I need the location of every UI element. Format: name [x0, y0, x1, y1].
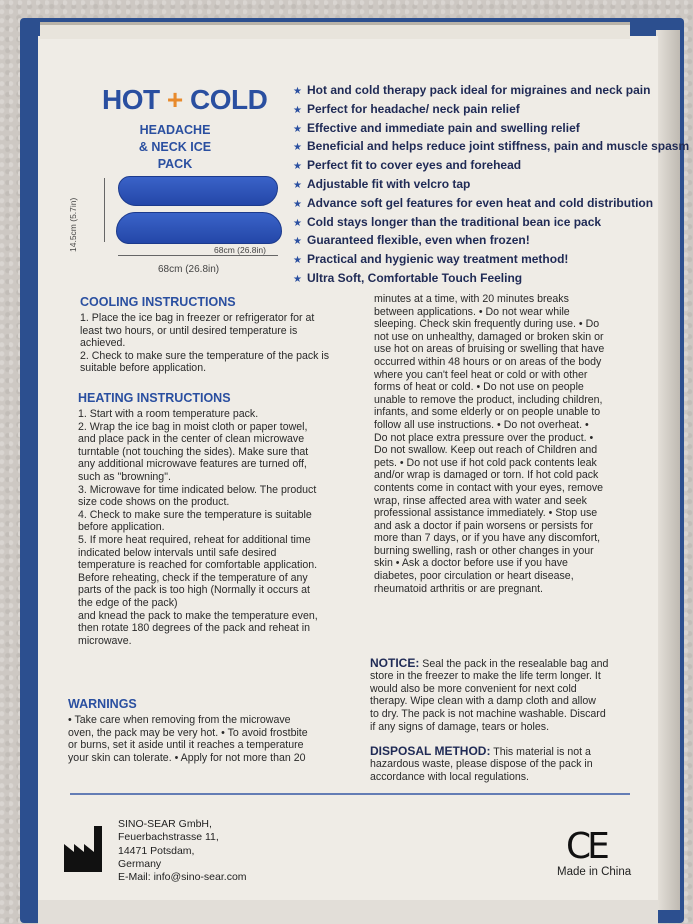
warnings-heading: WARNINGS [68, 697, 137, 711]
ice-pack-image-top [118, 176, 278, 206]
feature-item [293, 138, 690, 157]
feature-text: Practical and hygienic way treatment method! [307, 252, 569, 267]
star-icon: ★ [293, 142, 302, 154]
star-icon: ★ [293, 123, 302, 135]
feature-item [293, 82, 653, 101]
box-bottom-flap [38, 900, 658, 924]
feature-text: Adjustable fit with velcro tap [307, 176, 471, 191]
star-icon: ★ [293, 86, 302, 97]
feature-text: Guaranteed flexible, even when frozen! [307, 233, 530, 248]
made-in-label: Made in China [557, 866, 632, 878]
cooling-heading: COOLING INSTRUCTIONS [80, 295, 236, 309]
title-hot: HOT [102, 84, 160, 115]
feature-text: Cold stays longer than the traditional bean ice pack [307, 214, 602, 229]
feature-text: Perfect for headache/ neck pain relief [307, 101, 520, 116]
subtitle-line1: HEADACHE [139, 123, 211, 137]
feature-item [293, 120, 653, 139]
ice-pack-image-bottom [116, 212, 282, 244]
height-dimension-line [104, 178, 105, 242]
outer-width-label: 68cm (26.8in) [158, 264, 220, 275]
star-icon: ★ [293, 236, 302, 248]
warnings-continued-text: minutes at a time, with 20 minutes breaks between applications. • Do not wear while sleeping. Check skin frequently during use. • Do not use on unhealthy, damaged or broken skin or use hot on areas of bruising or swelling that have occurred within 48 hours or on areas of the body where you can't feel heat or cold or with other forms of heat or cold. • Do not use on people unable to remove the product, including children, infants, and some elderly or on people unable to follow all use instructions. • Do not overheat. • Do not place extra pressure over the product. • Do not swallow. Keep out reach of Children and pets. • Do not use if hot cold pack contents leak and/or wrap is damaged or torn. If hot cold pack contents come in contact with your eyes, remove wrap, rinse affected area with water and seek professional assistance immediately. • Stop use and ask a doctor if pain worsens or persists for more than 7 days, or if you have any discomfort, burning swelling, rash or other changes in your skin • Ask a doctor before use if you have diabetes, poor circulation or heart disease, rheumatoid arthritis or are pregnant. [374, 293, 605, 595]
title-plus: + [166, 84, 183, 115]
star-icon: ★ [293, 179, 302, 191]
cooling-text: 1. Place the ice bag in freezer or refrigerator for at least two hours, or until desired temperature is achieved. 2. Check to make sure the temperature of the pack is suitable before application. [80, 312, 330, 375]
feature-item [293, 251, 653, 270]
inner-width-line [118, 255, 278, 256]
disposal-block [370, 732, 645, 783]
feature-text: Advance soft gel features for even heat and cold distribution [307, 195, 654, 210]
feature-text: Hot and cold therapy pack ideal for migraines and neck pain [307, 83, 651, 97]
disposal-label: DISPOSAL METHOD: [370, 743, 491, 758]
feature-text: Beneficial and helps reduce joint stiffness, pain and muscle spasm [307, 139, 690, 154]
box-top-flap [40, 22, 630, 39]
inner-width-label: 68cm (26.8in) [214, 245, 266, 255]
star-icon: ★ [293, 273, 302, 285]
box-right-flap [656, 30, 680, 910]
feature-text: Perfect fit to cover eyes and forehead [307, 158, 522, 173]
feature-item [293, 232, 653, 251]
feature-item [293, 157, 653, 176]
feature-text: Effective and immediate pain and swelling relief [307, 120, 580, 135]
feature-item [293, 176, 653, 195]
star-icon: ★ [293, 217, 302, 229]
star-icon: ★ [293, 104, 302, 116]
notice-block [370, 644, 645, 733]
manufacturer-address: SINO-SEAR GmbH, Feuerbachstrasse 11, 14471 Potsdam, Germany E-Mail: info@sino-sear.com [118, 818, 247, 884]
feature-item [293, 101, 653, 120]
feature-item [293, 195, 653, 214]
feature-list [293, 82, 690, 289]
feature-text: Ultra Soft, Comfortable Touch Feeling [307, 270, 523, 285]
heating-heading: HEATING INSTRUCTIONS [78, 391, 231, 405]
feature-item [293, 270, 653, 289]
ce-mark: CE [566, 826, 606, 867]
warnings-text: • Take care when removing from the microwave oven, the pack may be very hot. • To avoid frostbite or burns, set it aside until it reaches a temperature your skin can tolerate. • Apply for not more than 20 [68, 714, 308, 764]
product-title [102, 84, 267, 116]
heating-text: 1. Start with a room temperature pack. 2. Wrap the ice bag in moist cloth or paper towel, and place pack in the center of clean microwave turntable (not touching the sides). Make sure that any additional microwave features are turned off, such as "browning". 3. Microwave for time indicated below. The product size code shows on the product. 4. Check to make sure the temperature is suitable before application. 5. If more heat required, reheat for additional time indicated below intervals until safe desired temperature is reached for comfortable application. Before reheating, check if the temperature of any parts of the pack is too high (Normally it occurs at the edge of the pack) and knead the pack to make the temperature even, then rotate 180 degrees of the pack and reheat in microwave. [78, 408, 318, 647]
manufacturer-factory-icon [62, 822, 112, 874]
subtitle-line2: & NECK ICE PACK [138, 140, 212, 171]
section-divider [70, 793, 630, 795]
star-icon: ★ [293, 161, 302, 173]
feature-item [293, 214, 653, 233]
star-icon: ★ [293, 198, 302, 210]
disposal-text: This material is not a hazardous waste, please dispose of the pack in accordance with local regulations. [370, 745, 593, 783]
notice-text: Seal the pack in the resealable bag and store in the freezer to make the life term longer. It would also be more convenient for next cold therapy. Wipe clean with a damp cloth and allow to dry. The pack is not machine washable. Discard if any signs of damage, tears or holes. [370, 657, 609, 733]
title-cold: COLD [190, 84, 268, 115]
notice-label: NOTICE: [370, 655, 420, 670]
height-dimension-label: 14.5cm (5.7in) [68, 197, 78, 252]
star-icon: ★ [293, 255, 302, 267]
